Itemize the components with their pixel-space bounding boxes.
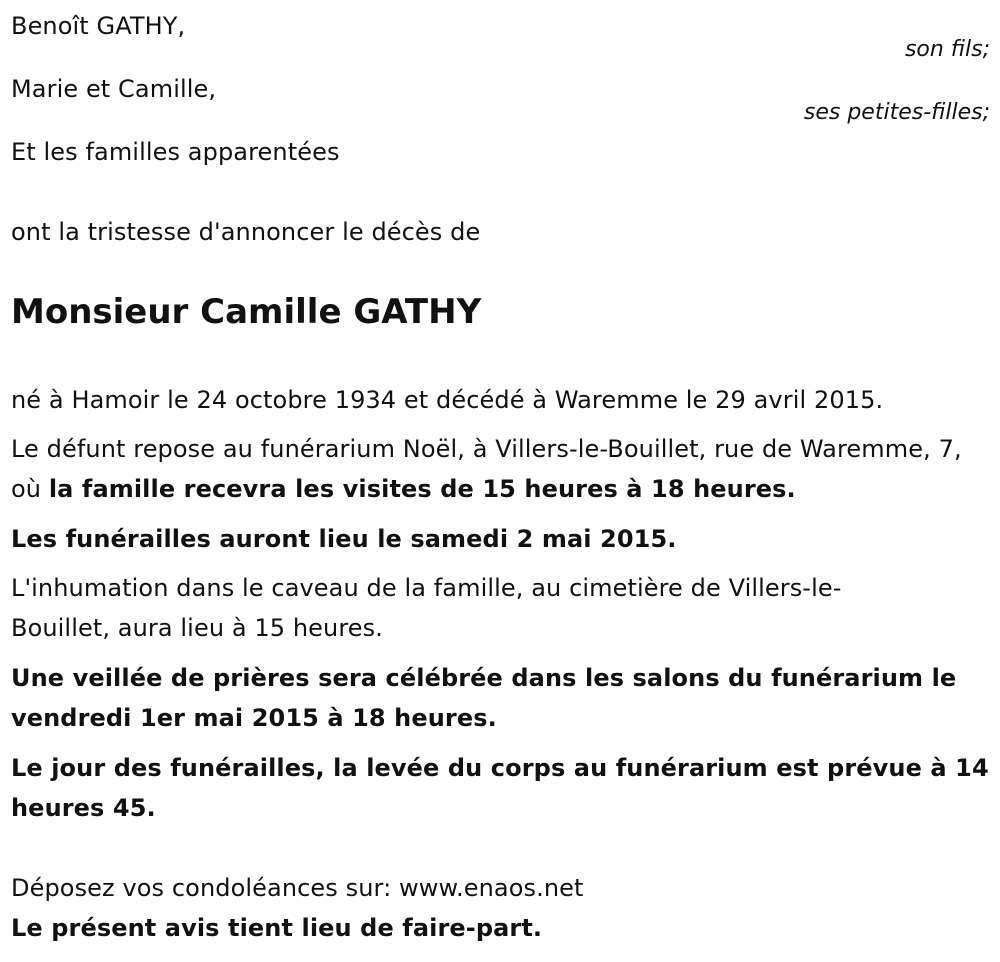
son-name: Benoît GATHY, bbox=[11, 12, 186, 40]
notice-line: Le présent avis tient lieu de faire-part. bbox=[11, 914, 543, 942]
visits-hours: la famille recevra les visites de 15 heures à 18 heures. bbox=[48, 475, 796, 503]
son-role: son fils; bbox=[904, 37, 990, 62]
birth-death-line: né à Hamoir le 24 octobre 1934 et décédé à Waremme le 29 avril 2015. bbox=[11, 386, 884, 414]
rest-place-text: Le défunt repose au funérarium Noël, à Villers-le-Bouillet, rue de Waremme, 7, où bbox=[11, 435, 962, 503]
granddaughters-role: ses petites-filles; bbox=[803, 100, 990, 125]
related-families: Et les familles apparentées bbox=[11, 138, 340, 166]
granddaughters-names: Marie et Camille, bbox=[11, 75, 217, 103]
deceased-name: Monsieur Camille GATHY bbox=[11, 292, 482, 332]
rest-place-paragraph bbox=[11, 429, 991, 509]
condolences-line: Déposez vos condoléances sur: www.enaos.net bbox=[11, 874, 584, 902]
announcement-text: ont la tristesse d'annoncer le décès de bbox=[11, 218, 481, 246]
burial-paragraph: L'inhumation dans le caveau de la famille, au cimetière de Villers-le-Bouillet, aura lieu à 15 heures. bbox=[11, 574, 842, 642]
funeral-date: Les funérailles auront lieu le samedi 2 mai 2015. bbox=[11, 525, 677, 553]
departure-paragraph: Le jour des funérailles, la levée du corps au funérarium est prévue à 14 heures 45. bbox=[11, 754, 989, 822]
vigil-paragraph: Une veillée de prières sera célébrée dans les salons du funérarium le vendredi 1er mai 2015 à 18 heures. bbox=[11, 664, 957, 732]
